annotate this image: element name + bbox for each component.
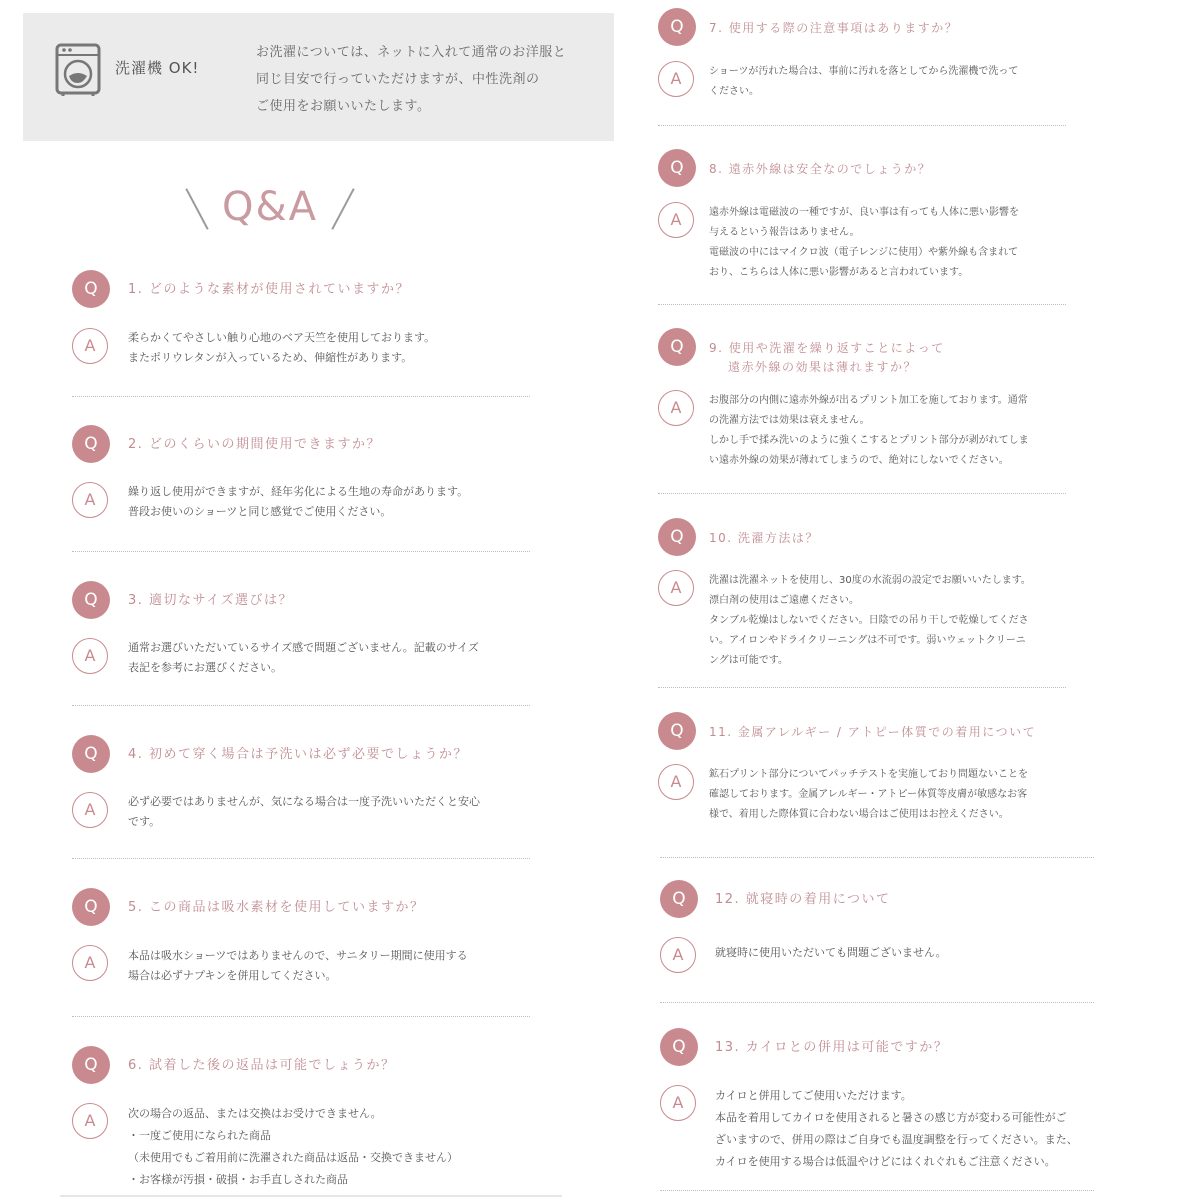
separator [658,304,1066,305]
separator [658,687,1066,688]
q-badge: Q [72,888,110,926]
separator [72,705,530,706]
question-text: 7. 使用する際の注意事項はありますか？ [709,21,959,35]
washing-title: 洗濯機 OK! [115,59,200,77]
answer-text: 鉱石プリント部分についてパッチテストを実施しており問題ないことを 確認しております。金属アレルギー・アトピー体質等皮膚が敏感なお客 様で、着用した際体質に合わない場合はご使用はお控えください。 [709,769,1028,820]
question-text-line-2: 遠赤外線の効果は薄れますか？ [728,360,918,374]
qa-heading: Q&A [221,184,319,230]
separator [60,1195,562,1197]
answer-text: 繰り返し使用ができますが、経年劣化による生地の寿命があります。 普段お使いのショーツと同じ感覚でご使用ください。 [128,485,469,518]
a-badge: A [660,937,696,973]
washing-machine-icon [55,43,101,97]
question-text: 2. どのくらいの期間使用できますか？ [128,437,382,452]
answer-text: カイロと併用してご使用いただけます。 本品を着用してカイロを使用されると暑さの感じ方が変わる可能性がご ざいますので、併用の際はご自身でも温度調整を行ってください。また、 カイロを使用する場合は低温やけどにはくれぐれもご注意ください。 [715,1089,1078,1168]
q-badge: Q [72,581,110,619]
washing-info-box [23,13,614,141]
question-text: 4. 初めて穿く場合は予洗いは必ず必要でしょうか？ [128,747,469,762]
a-badge: A [72,945,108,981]
q-badge: Q [658,8,696,46]
answer-text: 通常お選びいただいているサイズ感で問題ございません。記載のサイズ 表記を参考にお選びください。 [128,641,479,674]
separator [72,1016,530,1017]
q-badge: Q [72,1046,110,1084]
washing-text: お洗濯については、ネットに入れて通常のお洋服と 同じ目安で行っていただけますが、中性洗剤の ご使用をお願いいたします。 [256,45,567,114]
separator [660,857,1094,858]
a-badge: A [658,390,694,426]
answer-text: 遠赤外線は電磁波の一種ですが、良い事は有っても人体に悪い影響を 与えるという報告はありません。 電磁波の中にはマイクロ波（電子レンジに使用）や紫外線も含まれて おり、こちらは人体に悪い影響があると言われています。 [709,207,1019,278]
a-badge: A [658,61,694,97]
a-badge: A [658,570,694,606]
a-badge: A [658,764,694,800]
a-badge: A [72,328,108,364]
question-text: 5. この商品は吸水素材を使用していますか？ [128,900,425,915]
a-badge: A [72,482,108,518]
q-badge: Q [658,149,696,187]
q-badge: Q [72,270,110,308]
answer-text: お腹部分の内側に遠赤外線が出るプリント加工を施しております。通常 の洗濯方法では効果は衰えません。 しかし手で揉み洗いのように強くこするとプリント部分が剥がれてしま い遠赤外線の効果が薄れてしまうので、絶対にしないでください。 [709,395,1029,466]
a-badge: A [72,638,108,674]
q-badge: Q [660,1028,698,1066]
separator [72,858,530,859]
question-text: 3. 適切なサイズ選びは？ [128,593,293,608]
separator [72,396,530,397]
question-text: 1. どのような素材が使用されていますか？ [128,282,411,297]
answer-text: 柔らかくてやさしい触り心地のベア天竺を使用しております。 またポリウレタンが入っているため、伸縮性があります。 [128,331,436,364]
q-badge: Q [660,880,698,918]
separator [72,551,530,552]
separator [660,1002,1094,1003]
answer-text: 次の場合の返品、または交換はお受けできません。 ・一度ご使用になられた商品 （未使用でもご着用前に洗濯された商品は返品・交換できません） ・お客様が汚損・破損・お手直しされた商品 [128,1107,458,1186]
q-badge: Q [72,425,110,463]
a-badge: A [72,1103,108,1139]
question-text: 8. 遠赤外線は安全なのでしょうか？ [709,162,932,176]
question-text: 6. 試着した後の返品は可能でしょうか？ [128,1058,396,1073]
q-badge: Q [658,518,696,556]
question-text: 11. 金属アレルギー / アトピー体質での着用について [709,725,1037,739]
answer-text: 就寝時に使用いただいても問題ございません。 [715,946,947,959]
a-badge: A [658,202,694,238]
question-text: 10. 洗濯方法は？ [709,531,819,545]
a-badge: A [72,792,108,828]
q-badge: Q [72,735,110,773]
answer-text: 本品は吸水ショーツではありませんので、サニタリー期間に使用する 場合は必ずナプキンを併用してください。 [128,949,468,982]
answer-text: ショーツが汚れた場合は、事前に汚れを落としてから洗濯機で洗って ください。 [709,66,1019,97]
question-text: 12. 就寝時の着用について [715,892,891,907]
answer-text: 必ず必要ではありませんが、気になる場合は一度予洗いいただくと安心 です。 [128,795,480,828]
answer-text: 洗濯は洗濯ネットを使用し、30度の水流弱の設定でお願いいたします。 漂白剤の使用はご遠慮ください。 タンブル乾燥はしないでください。日陰での吊り干しで乾燥してくださ い。アイロンやドライクリーニングは不可です。弱いウェットクリーニ ングは可能です。 [709,575,1031,666]
question-text: 13. カイロとの併用は可能ですか？ [715,1040,949,1055]
q-badge: Q [658,328,696,366]
question-text: 9. 使用や洗濯を繰り返すことによって [709,341,945,355]
separator [658,125,1066,126]
separator [658,493,1066,494]
q-badge: Q [658,712,696,750]
separator [660,1190,1094,1191]
a-badge: A [660,1085,696,1121]
